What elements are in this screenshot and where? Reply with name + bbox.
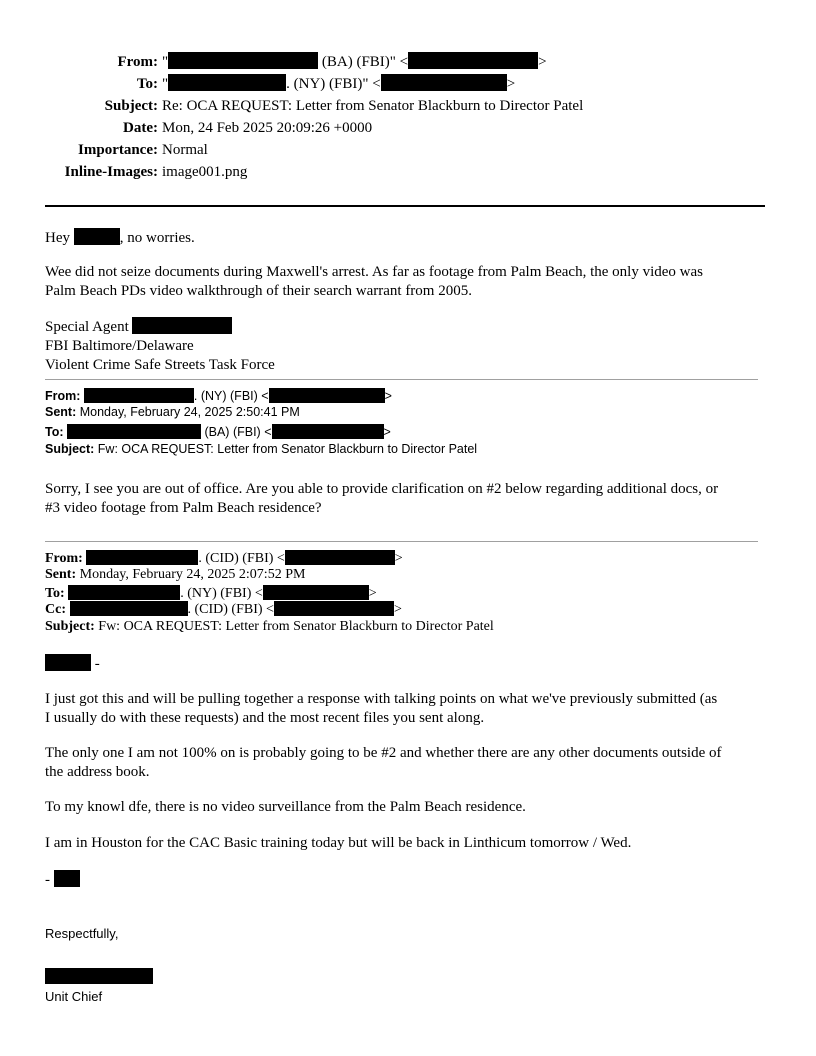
redaction-bar (54, 870, 80, 887)
reply-greeting: Hey , no worries. (45, 230, 195, 246)
header-to-row: To: " . (NY) (FBI)" < > (40, 74, 515, 94)
reply-body: Wee did not seize documents during Maxwell's arrest. As far as footage from Palm Beach, the only video was Palm Beach PDs video walkthrough of their search warrant from 2005. (45, 264, 703, 299)
forward-body-1: Sorry, I see you are out of office. Are you able to provide clarification on #2 below regarding additional docs, or #3 video footage from Palm Beach residence? (45, 481, 719, 516)
header-from-row: From: " (BA) (FBI)" < > (40, 52, 547, 72)
header-inline-images-label: Inline-Images: (64, 164, 158, 180)
redaction-bar (67, 424, 201, 439)
signature-name (45, 968, 153, 986)
header-date-label: Date: (123, 120, 158, 136)
header-subject-label: Subject: (104, 98, 158, 114)
redaction-bar (68, 585, 180, 600)
redaction-bar (84, 388, 194, 403)
forward-body-p4: I am in Houston for the CAC Basic training today but will be back in Linthicum tomorrow / Wed. (45, 835, 632, 851)
redaction-bar (168, 52, 318, 69)
closing-text: Respectfully, (45, 926, 119, 941)
redaction-bar (86, 550, 198, 565)
redaction-bar (70, 601, 188, 616)
separator-line (45, 541, 758, 542)
header-from-label: From: (117, 54, 158, 70)
header-date-row (40, 118, 372, 138)
redaction-bar (408, 52, 538, 69)
forward-salutation: - (45, 654, 100, 673)
header-subject-value: Re: OCA REQUEST: Letter from Senator Blackburn to Director Patel (162, 98, 584, 114)
redaction-bar (45, 654, 91, 671)
signature-title: Unit Chief (45, 989, 103, 1004)
redaction-bar (263, 585, 369, 600)
forward-body-p2: The only one I am not 100% on is probably going to be #2 and whether there are any other documents outside of the address book. (45, 745, 722, 780)
header-importance-row (40, 140, 208, 160)
header-importance-value: Normal (162, 142, 208, 158)
forward-sender-initial: - (45, 870, 80, 889)
redaction-bar (269, 388, 385, 403)
header-divider (45, 205, 765, 207)
reply-signature: Special Agent FBI Baltimore/Delaware Violent Crime Safe Streets Task Force (45, 319, 275, 373)
header-subject-row (40, 96, 583, 116)
redaction-bar (74, 228, 120, 245)
header-inline-images-row (40, 162, 247, 182)
redaction-bar (272, 424, 384, 439)
header-inline-images-value: image001.png (162, 164, 248, 180)
redaction-bar (168, 74, 286, 91)
redaction-bar (381, 74, 507, 91)
forward-body-p3: To my knowl dfe, there is no video surveillance from the Palm Beach residence. (45, 799, 526, 815)
redaction-bar (285, 550, 395, 565)
header-date-value: Mon, 24 Feb 2025 20:09:26 +0000 (162, 120, 373, 136)
redaction-bar (274, 601, 394, 616)
redaction-bar (45, 968, 153, 984)
forward-body-p1: I just got this and will be pulling together a response with talking points on what we've previously submitted (as I usually do with these requests) and the most recent files you sent along. (45, 691, 718, 726)
separator-line (45, 379, 758, 380)
header-to-label: To: (136, 76, 158, 92)
header-importance-label: Importance: (78, 142, 158, 158)
redaction-bar (132, 317, 232, 334)
